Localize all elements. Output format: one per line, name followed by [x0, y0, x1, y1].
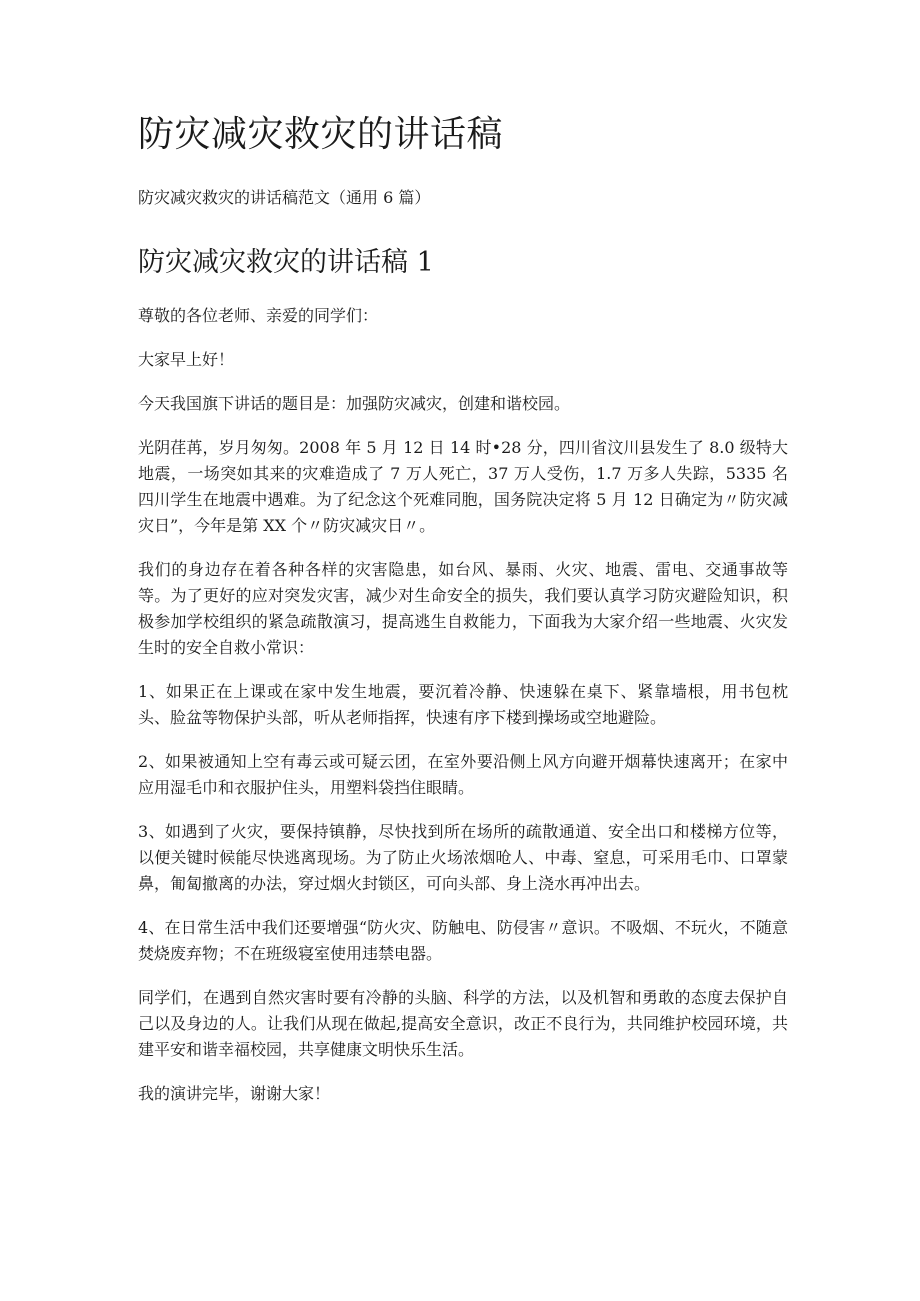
tip-3-paragraph: 3、如遇到了火灾，要保持镇静，尽快找到所在场所的疏散通道、安全出口和楼梯方位等，以便关键时候能尽快逃离现场。为了防止火场浓烟呛人、中毒、窒息，可采用毛巾、口罩蒙鼻，匍匐撤离的办法，穿过烟火封锁区，可向头部、身上浇水再冲出去。 [138, 822, 788, 893]
conclusion-paragraph: 同学们，在遇到自然灾害时要有冷静的头脑、科学的方法，以及机智和勇敢的态度去保护自己以及身边的人。让我们从现在做起,提高安全意识，改正不良行为，共同维护校园环境，共建平安和谐幸福校园，共享健康文明快乐生活。 [138, 988, 788, 1059]
greeting-paragraph: 尊敬的各位老师、亲爱的同学们： [138, 306, 379, 325]
morning-greeting-paragraph: 大家早上好！ [138, 350, 235, 369]
document-body [138, 112, 788, 1107]
tip-4-paragraph: 4、在日常生活中我们还要增强“防火灾、防触电、防侵害〃意识。不吸烟、不玩火，不随意焚烧废弃物；不在班级寝室使用违禁电器。 [138, 918, 788, 963]
document-subtitle: 防灾减灾救灾的讲话稿范文（通用 6 篇） [138, 188, 431, 207]
document-title: 防灾减灾救灾的讲话稿 [138, 114, 504, 155]
earthquake-history-paragraph: 光阴荏苒，岁月匆匆。2008 年 5 月 12 日 14 时•28 分，四川省汶川县发生了 8.0 级特大地震，一场突如其来的灾难造成了 7 万人死亡，37 万人受伤，1.7 万多人失踪，5335 名四川学生在地震中遇难。为了纪念这个死难同胞，国务院决定将 5 月 12 日确定为〃防灾减灾日”，今年是第 XX 个〃防灾减灾日〃。 [138, 438, 788, 535]
topic-paragraph: 今天我国旗下讲话的题目是：加强防灾减灾，创建和谐校园。 [138, 394, 571, 413]
tip-1-paragraph: 1、如果正在上课或在家中发生地震，要沉着冷静、快速躲在桌下、紧靠墙根，用书包枕头、脸盆等物保护头部，听从老师指挥，快速有序下楼到操场或空地避险。 [138, 682, 788, 727]
closing-paragraph: 我的演讲完毕，谢谢大家！ [138, 1084, 331, 1103]
section-title: 防灾减灾救灾的讲话稿 1 [138, 247, 434, 278]
hazards-paragraph: 我们的身边存在着各种各样的灾害隐患，如台风、暴雨、火灾、地震、雷电、交通事故等等。为了更好的应对突发灾害，减少对生命安全的损失，我们要认真学习防灾避险知识，积极参加学校组织的紧急疏散演习，提高逃生自救能力，下面我为大家介绍一些地震、火灾发生时的安全自救小常识： [138, 560, 788, 657]
tip-2-paragraph: 2、如果被通知上空有毒云或可疑云团，在室外要沿侧上风方向避开烟幕快速离开；在家中应用湿毛巾和衣服护住头，用塑料袋挡住眼睛。 [138, 752, 788, 797]
